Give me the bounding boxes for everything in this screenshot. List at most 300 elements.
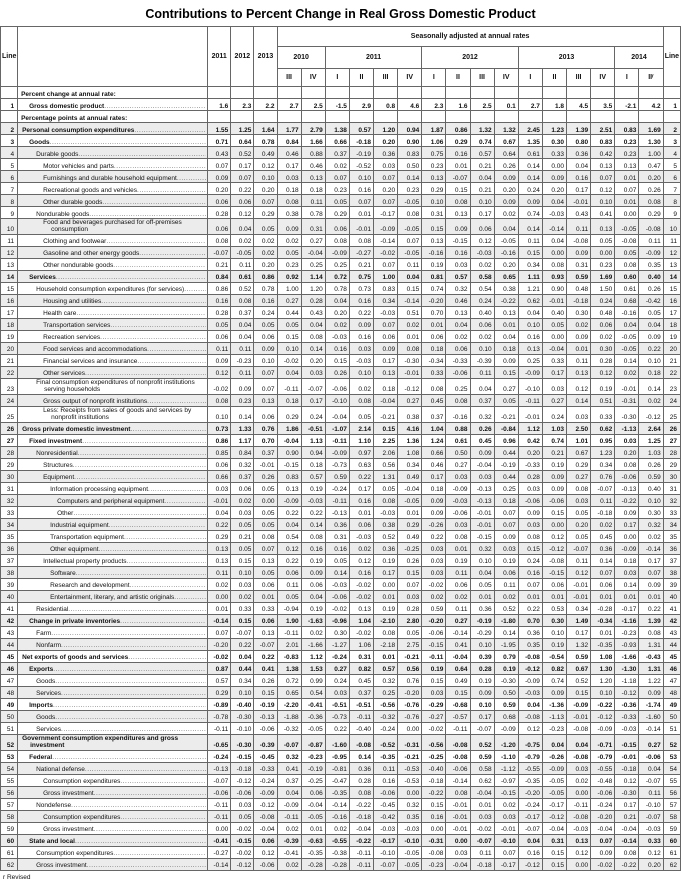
value-cell: 0.04 — [639, 318, 663, 330]
table-row — [1, 366, 681, 378]
value-cell: 0.24 — [591, 294, 615, 306]
value-cell: -0.01 — [254, 458, 277, 470]
value-cell: -0.81 — [325, 762, 349, 774]
value-cell: 0.01 — [349, 207, 373, 219]
value-cell: 0.52 — [374, 530, 398, 542]
value-cell: 0.02 — [470, 330, 494, 342]
value-cell: 0.10 — [518, 318, 542, 330]
leader-dots — [174, 594, 206, 601]
value-cell: -0.05 — [615, 330, 639, 342]
value-cell: 0.04 — [277, 518, 301, 530]
row-label: Recreational goods and vehicles — [43, 186, 138, 194]
value-cell: 1.49 — [567, 614, 591, 626]
table-row — [1, 518, 681, 530]
row-label: Personal consumption expenditures — [22, 126, 135, 134]
value-cell: 0.04 — [208, 506, 231, 518]
quarter-header: II — [349, 69, 373, 87]
value-cell: 0.13 — [446, 306, 470, 318]
value-cell: 0.11 — [446, 566, 470, 578]
table-row — [1, 147, 681, 159]
line-number-cell: 46 — [663, 662, 680, 674]
value-cell: 0.17 — [567, 626, 591, 638]
row-label: Food and beverages purchased for off-premises consumption — [43, 219, 182, 234]
row-label-cell — [18, 822, 208, 834]
value-cell: 0.01 — [567, 342, 591, 354]
value-cell: -0.17 — [374, 834, 398, 846]
value-cell: 0.34 — [231, 674, 254, 686]
line-number-cell: 13 — [1, 258, 18, 270]
value-cell: 0.44 — [494, 470, 518, 482]
value-cell: 0.84 — [231, 446, 254, 458]
value-cell: 0.09 — [615, 506, 639, 518]
value-cell: 0.61 — [231, 270, 254, 282]
value-cell: 0.06 — [231, 195, 254, 207]
value-cell: -0.07 — [277, 734, 301, 750]
value-cell: 0.10 — [422, 195, 446, 207]
row-label-cell — [18, 159, 208, 171]
line-number-cell: 37 — [1, 554, 18, 566]
value-cell: 1.6 — [446, 99, 470, 111]
row-label: Entertainment, literary, and artistic originals — [50, 594, 175, 602]
value-cell: 1.20 — [301, 282, 325, 294]
value-cell: 0.49 — [398, 470, 422, 482]
value-cell: 0.09 — [639, 686, 663, 698]
value-cell: 0.70 — [422, 306, 446, 318]
value-cell: 0.57 — [446, 270, 470, 282]
value-cell: 0.30 — [591, 342, 615, 354]
row-label-cell — [18, 183, 208, 195]
value-cell: -0.38 — [325, 846, 349, 858]
value-cell: 0.78 — [325, 282, 349, 294]
value-cell: 0.16 — [349, 330, 373, 342]
leader-dots — [55, 714, 206, 721]
line-number-cell: 50 — [663, 710, 680, 722]
value-cell: 0.22 — [254, 650, 277, 662]
value-cell: 0.27 — [277, 294, 301, 306]
row-label: Gross investment — [43, 790, 94, 798]
value-cell: 0.08 — [301, 330, 325, 342]
value-cell: 0.05 — [591, 234, 615, 246]
value-cell: 0.38 — [398, 406, 422, 422]
value-cell: -0.31 — [398, 734, 422, 750]
value-cell: 0.13 — [254, 626, 277, 638]
value-cell: 1.12 — [518, 422, 542, 434]
value-cell: 0.20 — [208, 183, 231, 195]
value-cell: 0.26 — [254, 470, 277, 482]
value-cell: -0.34 — [591, 614, 615, 626]
value-cell: 0.46 — [301, 159, 325, 171]
value-cell: 0.12 — [231, 207, 254, 219]
value-cell: -0.33 — [446, 354, 470, 366]
row-label-cell — [18, 434, 208, 446]
value-cell: 0.20 — [254, 258, 277, 270]
value-cell: 1.06 — [422, 135, 446, 147]
value-cell: 0.64 — [446, 662, 470, 674]
value-cell: 0.23 — [231, 394, 254, 406]
value-cell: -0.40 — [422, 762, 446, 774]
value-cell: -0.21 — [398, 750, 422, 762]
value-cell: 0.05 — [470, 578, 494, 590]
value-cell: -0.34 — [422, 354, 446, 366]
value-cell: 0.18 — [494, 494, 518, 506]
value-cell: -0.55 — [325, 834, 349, 846]
value-cell: -0.11 — [422, 650, 446, 662]
value-cell: 0.83 — [374, 282, 398, 294]
value-cell — [349, 87, 373, 99]
value-cell: -1.80 — [494, 614, 518, 626]
value-cell: 1.06 — [349, 638, 373, 650]
row-label: Household consumption expenditures (for services) — [36, 286, 185, 294]
value-cell: 0.19 — [374, 554, 398, 566]
line-number-cell: 38 — [663, 566, 680, 578]
value-cell: 0.03 — [542, 378, 566, 394]
value-cell: 0.04 — [446, 318, 470, 330]
value-cell: 0.51 — [398, 306, 422, 318]
value-cell: -0.20 — [422, 294, 446, 306]
value-cell: 0.20 — [518, 446, 542, 458]
value-cell: 0.03 — [494, 810, 518, 822]
value-cell: 0.07 — [374, 171, 398, 183]
row-label-cell — [18, 470, 208, 482]
value-cell: 0.26 — [494, 159, 518, 171]
value-cell: -0.12 — [615, 686, 639, 698]
value-cell: -0.09 — [325, 246, 349, 258]
value-cell: 0.16 — [349, 494, 373, 506]
value-cell: -0.10 — [398, 834, 422, 846]
line-number-cell: 17 — [663, 306, 680, 318]
quarter-header: IV — [494, 69, 518, 87]
value-cell: 2.80 — [398, 614, 422, 626]
value-cell: 0.83 — [591, 135, 615, 147]
value-cell: -0.41 — [208, 834, 231, 846]
table-row — [1, 626, 681, 638]
value-cell: -0.56 — [374, 698, 398, 710]
value-cell: 0.03 — [615, 434, 639, 446]
value-cell: -0.55 — [591, 762, 615, 774]
value-cell: 0.99 — [301, 674, 325, 686]
value-cell: 0.02 — [591, 518, 615, 530]
value-cell: -0.17 — [518, 810, 542, 822]
value-cell: 0.07 — [591, 834, 615, 846]
value-cell: 1.53 — [301, 662, 325, 674]
table-row — [1, 246, 681, 258]
value-cell: 0.30 — [325, 626, 349, 638]
line-number-cell: 30 — [663, 470, 680, 482]
value-cell: 0.19 — [542, 458, 566, 470]
value-cell: 0.11 — [374, 762, 398, 774]
value-cell: -0.02 — [349, 578, 373, 590]
value-cell: 0.72 — [277, 674, 301, 686]
value-cell: 0.05 — [542, 318, 566, 330]
value-cell: -0.08 — [518, 710, 542, 722]
value-cell: -0.10 — [639, 798, 663, 810]
value-cell: -0.08 — [422, 846, 446, 858]
value-cell: 0.75 — [349, 270, 373, 282]
row-label-cell — [18, 810, 208, 822]
value-cell: -0.15 — [422, 638, 446, 650]
value-cell: 0.58 — [470, 762, 494, 774]
value-cell: 0.67 — [494, 135, 518, 147]
value-cell: 0.73 — [349, 282, 373, 294]
row-label-cell — [18, 506, 208, 518]
value-cell: -0.01 — [567, 578, 591, 590]
value-cell: 0.05 — [254, 566, 277, 578]
line-number-cell: 39 — [1, 578, 18, 590]
leader-dots — [110, 322, 206, 329]
value-cell: 0.20 — [639, 171, 663, 183]
value-cell: -0.06 — [374, 786, 398, 798]
value-cell: 0.27 — [301, 234, 325, 246]
value-cell: 0.09 — [518, 506, 542, 518]
value-cell: 0.05 — [254, 482, 277, 494]
table-row — [1, 638, 681, 650]
row-label-cell — [18, 406, 208, 422]
value-cell: 0.04 — [567, 734, 591, 750]
value-cell: -0.26 — [542, 750, 566, 762]
value-cell: -0.16 — [494, 246, 518, 258]
value-cell: -0.03 — [639, 822, 663, 834]
row-label: Gross private domestic investment — [22, 426, 131, 434]
line-col-header: Line — [663, 27, 680, 87]
line-number-cell: 34 — [1, 518, 18, 530]
line-number-cell: 44 — [1, 638, 18, 650]
table-row — [1, 482, 681, 494]
value-cell: -0.01 — [470, 506, 494, 518]
value-cell: 0.12 — [254, 159, 277, 171]
value-cell: -0.42 — [374, 810, 398, 822]
value-cell: -0.73 — [325, 710, 349, 722]
value-cell: 2.25 — [374, 434, 398, 446]
table-row — [1, 494, 681, 506]
line-number-cell: 43 — [663, 626, 680, 638]
value-cell: -0.13 — [254, 710, 277, 722]
value-cell: -0.26 — [422, 518, 446, 530]
value-cell: 0.24 — [518, 554, 542, 566]
value-cell: 1.17 — [231, 434, 254, 446]
value-cell: 2.51 — [591, 123, 615, 135]
table-row — [1, 234, 681, 246]
value-cell: 0.03 — [567, 494, 591, 506]
value-cell: 0.03 — [301, 366, 325, 378]
value-cell: -1.74 — [639, 698, 663, 710]
value-cell: 0.29 — [277, 406, 301, 422]
value-cell: -1.60 — [639, 710, 663, 722]
value-cell: 0.33 — [231, 602, 254, 614]
value-cell: 0.04 — [494, 330, 518, 342]
value-cell: 0.34 — [567, 602, 591, 614]
value-cell: 0.19 — [470, 674, 494, 686]
row-label-cell — [18, 147, 208, 159]
value-cell: 1.69 — [639, 123, 663, 135]
value-cell: 0.32 — [470, 406, 494, 422]
row-label-cell — [18, 798, 208, 810]
value-cell: 0.74 — [518, 207, 542, 219]
value-cell: 0.02 — [277, 234, 301, 246]
row-label: Other durable goods — [43, 198, 103, 206]
value-cell: 0.03 — [422, 686, 446, 698]
value-cell: -0.06 — [422, 626, 446, 638]
value-cell: -0.07 — [518, 822, 542, 834]
table-row — [1, 434, 681, 446]
value-cell: -0.03 — [374, 306, 398, 318]
row-label-cell — [18, 378, 208, 394]
value-cell: -0.40 — [349, 722, 373, 734]
table-row — [1, 171, 681, 183]
value-cell: 0.19 — [494, 554, 518, 566]
value-cell: -0.04 — [398, 482, 422, 494]
value-cell: -0.19 — [349, 147, 373, 159]
value-cell: 0.04 — [542, 734, 566, 750]
value-cell: 0.09 — [208, 354, 231, 366]
row-label-cell — [18, 394, 208, 406]
value-cell: -0.03 — [446, 494, 470, 506]
value-cell: 1.08 — [591, 650, 615, 662]
line-number-cell: 40 — [663, 590, 680, 602]
line-number-cell: 42 — [663, 614, 680, 626]
value-cell: 1.08 — [398, 446, 422, 458]
value-cell: 0.15 — [254, 686, 277, 698]
value-cell: 0.08 — [615, 458, 639, 470]
value-cell: 0.21 — [231, 530, 254, 542]
value-cell: 0.00 — [567, 858, 591, 870]
value-cell: -0.13 — [325, 506, 349, 518]
value-cell: -0.53 — [398, 762, 422, 774]
value-cell: -1.27 — [325, 638, 349, 650]
line-number-cell: 56 — [663, 786, 680, 798]
value-cell: 1.50 — [591, 282, 615, 294]
leader-dots — [120, 778, 206, 785]
value-cell: 0.02 — [567, 774, 591, 786]
value-cell: 1.22 — [639, 674, 663, 686]
line-number-cell: 16 — [1, 294, 18, 306]
value-cell — [374, 87, 398, 99]
value-cell: -2.1 — [615, 99, 639, 111]
value-cell: -0.03 — [398, 822, 422, 834]
value-cell: 0.09 — [231, 378, 254, 394]
value-cell: 0.20 — [567, 518, 591, 530]
value-cell: 0.08 — [518, 530, 542, 542]
value-cell: -0.04 — [254, 822, 277, 834]
value-cell: 0.13 — [591, 219, 615, 235]
line-number-cell: 48 — [663, 686, 680, 698]
value-cell: 0.17 — [470, 207, 494, 219]
value-cell: 0.09 — [567, 246, 591, 258]
value-cell: 0.37 — [422, 406, 446, 422]
row-label: Farm — [36, 630, 52, 638]
value-cell: 0.26 — [398, 554, 422, 566]
value-cell: -0.05 — [542, 786, 566, 798]
value-cell: 0.17 — [374, 354, 398, 366]
value-cell: -0.15 — [542, 566, 566, 578]
value-cell: 0.04 — [231, 318, 254, 330]
leader-dots — [94, 826, 206, 833]
row-label-cell — [18, 294, 208, 306]
value-cell: 0.13 — [615, 159, 639, 171]
value-cell: 0.28 — [398, 602, 422, 614]
value-cell: 0.64 — [494, 147, 518, 159]
value-cell: -0.27 — [422, 710, 446, 722]
value-cell: 0.02 — [254, 234, 277, 246]
row-label-cell — [18, 494, 208, 506]
value-cell: -0.05 — [398, 195, 422, 207]
value-cell: 0.06 — [208, 219, 231, 235]
leader-dots — [127, 558, 207, 565]
table-row — [1, 207, 681, 219]
value-cell: 0.05 — [231, 518, 254, 530]
row-label: Fixed investment — [29, 438, 83, 446]
leader-dots — [71, 802, 206, 809]
line-number-cell: 4 — [1, 147, 18, 159]
value-cell: 0.02 — [398, 318, 422, 330]
value-cell: 2.3 — [422, 99, 446, 111]
table-row — [1, 762, 681, 774]
value-cell — [518, 87, 542, 99]
value-cell: 0.06 — [542, 578, 566, 590]
value-cell: -0.33 — [518, 458, 542, 470]
value-cell: 0.03 — [518, 482, 542, 494]
value-cell: -0.22 — [494, 294, 518, 306]
leader-dots — [51, 630, 206, 637]
value-cell: -0.08 — [615, 234, 639, 246]
value-cell: 0.29 — [208, 686, 231, 698]
row-label-cell — [18, 282, 208, 294]
value-cell: 0.03 — [422, 542, 446, 554]
value-cell: -0.18 — [422, 774, 446, 786]
line-number-cell: 31 — [663, 482, 680, 494]
value-cell: 1.04 — [422, 422, 446, 434]
value-cell: -0.02 — [325, 602, 349, 614]
value-cell: 1.14 — [301, 270, 325, 282]
row-label-cell — [18, 518, 208, 530]
value-cell: 0.44 — [494, 446, 518, 458]
value-cell: 0.16 — [518, 330, 542, 342]
leader-dots — [139, 250, 206, 257]
value-cell: 0.46 — [277, 147, 301, 159]
value-cell: 0.73 — [208, 422, 231, 434]
value-cell: -0.03 — [374, 506, 398, 518]
row-label-cell — [18, 354, 208, 366]
value-cell: -0.09 — [325, 446, 349, 458]
line-number-cell: 42 — [1, 614, 18, 626]
value-cell: 0.15 — [518, 246, 542, 258]
value-cell: 0.51 — [591, 394, 615, 406]
value-cell: 0.06 — [325, 219, 349, 235]
table-row — [1, 798, 681, 810]
value-cell: 0.31 — [422, 207, 446, 219]
value-cell: 0.74 — [542, 434, 566, 446]
value-cell: -0.30 — [231, 734, 254, 750]
leader-dots — [130, 582, 207, 589]
value-cell: 1.90 — [277, 614, 301, 626]
value-cell: 0.25 — [518, 354, 542, 366]
line-number-cell: 51 — [1, 722, 18, 734]
value-cell: 0.54 — [277, 530, 301, 542]
value-cell: 0.18 — [639, 366, 663, 378]
line-number-cell: 10 — [663, 219, 680, 235]
value-cell: 0.09 — [422, 506, 446, 518]
line-number-cell: 4 — [663, 147, 680, 159]
value-cell: 1.32 — [494, 123, 518, 135]
table-row — [1, 195, 681, 207]
value-cell: 0.13 — [591, 159, 615, 171]
line-number-cell: 14 — [1, 270, 18, 282]
value-cell — [591, 111, 615, 123]
table-row — [1, 354, 681, 366]
line-number-cell: 58 — [663, 810, 680, 822]
value-cell: 0.06 — [446, 578, 470, 590]
value-cell — [470, 111, 494, 123]
value-cell: -0.03 — [325, 330, 349, 342]
